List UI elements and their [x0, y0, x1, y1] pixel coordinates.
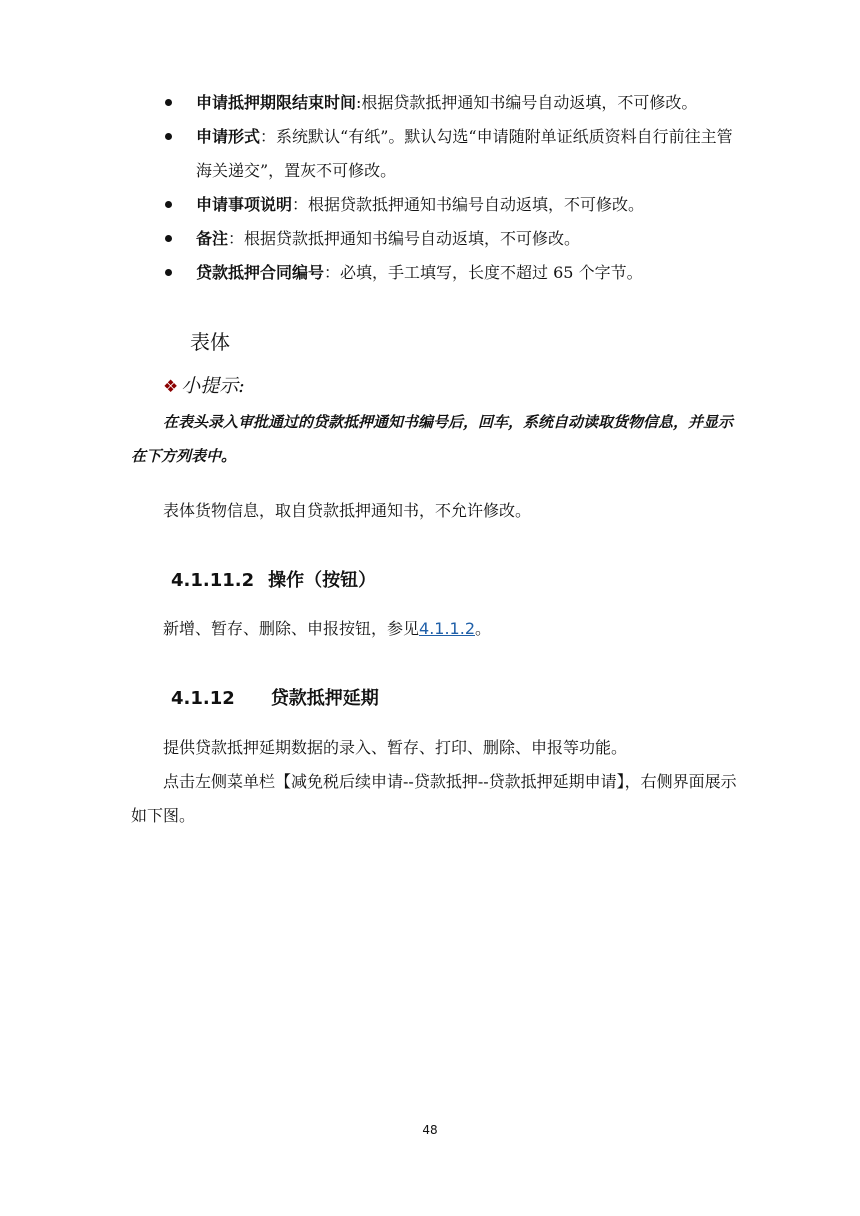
list-item [163, 86, 743, 120]
bullet-icon [165, 235, 172, 242]
term-separator: ： [292, 195, 309, 214]
field-description: 根据贷款抵押通知书编号自动返填，不可修改。 [308, 195, 645, 214]
field-term: 备注 [196, 229, 229, 248]
bullet-icon [165, 269, 172, 276]
field-description: 必填，手工填写，长度不超过 65 个字节。 [340, 263, 643, 282]
tip-title-text: 小提示: [181, 375, 245, 397]
section-heading-4-1-12 [171, 684, 379, 710]
section-heading-body: 表体 [190, 330, 230, 354]
field-description-list [163, 86, 743, 290]
list-item [163, 222, 743, 256]
tip-text: 在表头录入审批通过的贷款抵押通知书编号后，回车，系统自动读取货物信息，并显示在下方列表中。 [131, 413, 734, 465]
page-number: 48 [422, 1123, 438, 1137]
bullet-icon [165, 133, 172, 140]
section-title: 贷款抵押延期 [270, 688, 379, 709]
bullet-icon [165, 201, 172, 208]
paragraph-text: 新增、暂存、删除、申报按钮，参见 [163, 619, 420, 638]
body-paragraph: 表体货物信息，取自贷款抵押通知书，不允许修改。 [163, 501, 532, 520]
section-title: 操作（按钮） [268, 570, 377, 591]
bullet-icon [165, 99, 172, 106]
menu-paragraph: 点击左侧菜单栏【减免税后续申请--贷款抵押--贷款抵押延期申请】，右侧界面展示如下图。 [131, 772, 737, 825]
field-description: 根据贷款抵押通知书编号自动返填，不可修改。 [361, 93, 698, 112]
section-number: 4.1.11.2 [171, 570, 255, 591]
term-separator: ： [228, 229, 245, 248]
field-term: 申请事项说明 [196, 195, 293, 214]
field-description: 根据贷款抵押通知书编号自动返填，不可修改。 [244, 229, 581, 248]
list-item [163, 120, 743, 188]
section-number: 4.1.12 [171, 688, 235, 709]
diamond-bullet-icon: ❖ [163, 377, 179, 397]
buttons-paragraph [163, 612, 491, 646]
intro-paragraph: 提供贷款抵押延期数据的录入、暂存、打印、删除、申报等功能。 [163, 738, 628, 757]
tip-heading [163, 371, 245, 398]
term-separator: ： [260, 127, 277, 146]
field-term: 申请形式 [196, 127, 261, 146]
field-term: 贷款抵押合同编号 [196, 263, 325, 282]
section-heading-4-1-11-2 [171, 566, 376, 592]
field-term: 申请抵押期限结束时间 [196, 93, 357, 112]
paragraph-end: 。 [475, 619, 492, 638]
field-description: 系统默认“有纸”。默认勾选“申请随附单证纸质资料自行前往主管海关递交”，置灰不可修改。 [196, 127, 733, 180]
term-separator: : [356, 93, 362, 112]
list-item [163, 256, 743, 290]
list-item [163, 188, 743, 222]
section-link[interactable]: 4.1.1.2 [419, 619, 475, 638]
term-separator: ： [324, 263, 341, 282]
